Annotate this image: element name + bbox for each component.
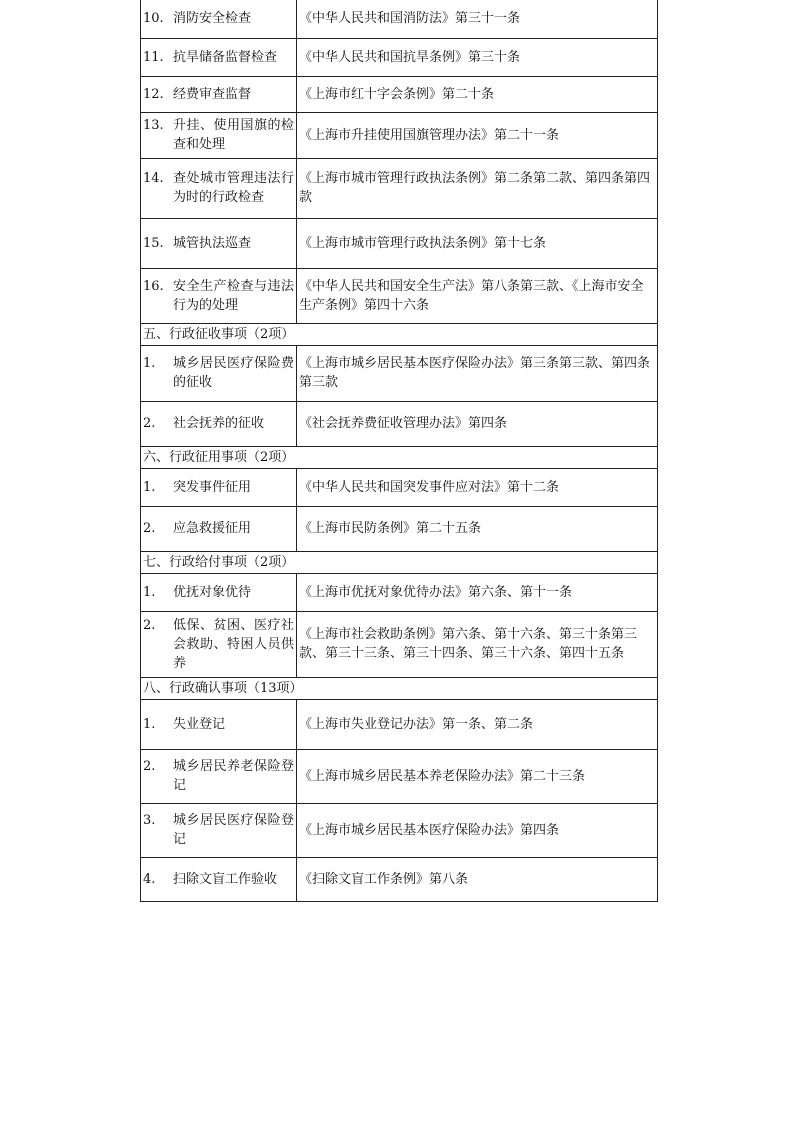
- table-row: [141, 76, 658, 112]
- table-row: [141, 401, 658, 446]
- item-cell: [141, 112, 297, 158]
- item-name: 低保、贫困、医疗社会救助、特困人员供养: [173, 617, 294, 671]
- item-cell: [141, 857, 297, 901]
- item-name: 失业登记: [173, 716, 226, 732]
- item-number: 1.: [143, 716, 156, 732]
- section-title: 八、行政确认事项（13项）: [141, 677, 658, 699]
- legal-basis: 《上海市城乡居民基本医疗保险办法》第四条: [297, 803, 658, 857]
- item-name: 安全生产检查与违法行为的处理: [173, 278, 294, 313]
- regulation-table: [140, 0, 658, 902]
- legal-basis: 《上海市城乡居民基本医疗保险办法》第三条第三款、第四条第三款: [297, 345, 658, 401]
- legal-basis: 《上海市社会救助条例》第六条、第十六条、第三十条第三款、第三十三条、第三十四条、第三十六条、第四十五条: [297, 611, 658, 677]
- table-row: [141, 573, 658, 611]
- item-cell: [141, 0, 297, 38]
- legal-basis: 《扫除文盲工作条例》第八条: [297, 857, 658, 901]
- legal-basis: 《中华人民共和国突发事件应对法》第十二条: [297, 468, 658, 506]
- section-title: 七、行政给付事项（2项）: [141, 551, 658, 573]
- legal-basis: 《上海市民防条例》第二十五条: [297, 506, 658, 551]
- item-name: 升挂、使用国旗的检查和处理: [173, 118, 294, 152]
- legal-basis: 《上海市城乡居民基本养老保险办法》第二十三条: [297, 749, 658, 803]
- item-name: 抗旱储备监督检查: [173, 49, 278, 65]
- regulation-table-body: [141, 0, 658, 901]
- item-number: 2.: [143, 759, 156, 774]
- legal-basis: 《上海市升挂使用国旗管理办法》第二十一条: [297, 112, 658, 158]
- item-number: 1.: [143, 356, 156, 371]
- item-cell: [141, 158, 297, 218]
- item-number: 11.: [143, 49, 164, 65]
- item-cell: [141, 268, 297, 323]
- item-cell: [141, 401, 297, 446]
- item-number: 3.: [143, 813, 156, 828]
- item-cell: [141, 803, 297, 857]
- table-row: [141, 506, 658, 551]
- item-cell: [141, 468, 297, 506]
- table-row: [141, 268, 658, 323]
- table-row: [141, 0, 658, 38]
- table-row: [141, 468, 658, 506]
- item-cell: [141, 506, 297, 551]
- item-name: 社会抚养的征收: [173, 416, 265, 431]
- item-cell: [141, 345, 297, 401]
- legal-basis: 《上海市红十字会条例》第二十条: [297, 76, 658, 112]
- table-row: [141, 345, 658, 401]
- item-cell: [141, 749, 297, 803]
- section-title: 五、行政征收事项（2项）: [141, 323, 658, 345]
- item-cell: [141, 573, 297, 611]
- legal-basis: 《中华人民共和国抗旱条例》第三十条: [297, 38, 658, 76]
- item-number: 16.: [143, 278, 164, 294]
- item-cell: [141, 76, 297, 112]
- legal-basis: 《中华人民共和国消防法》第三十一条: [297, 0, 658, 38]
- item-name: 城管执法巡查: [173, 235, 252, 251]
- legal-basis: 《上海市优抚对象优待办法》第六条、第十一条: [297, 573, 658, 611]
- item-number: 1.: [143, 479, 156, 495]
- item-cell: [141, 38, 297, 76]
- legal-basis: 《上海市城市管理行政执法条例》第十七条: [297, 218, 658, 268]
- item-name: 应急救援征用: [173, 521, 252, 536]
- item-cell: [141, 611, 297, 677]
- item-number: 14.: [143, 171, 164, 186]
- item-number: 10.: [143, 11, 164, 27]
- item-number: 2.: [143, 521, 156, 536]
- table-row: [141, 749, 658, 803]
- item-number: 2.: [143, 617, 156, 633]
- table-row: [141, 218, 658, 268]
- item-name: 查处城市管理违法行为时的行政检查: [173, 171, 294, 205]
- section-title: 六、行政征用事项（2项）: [141, 446, 658, 468]
- legal-basis: 《社会抚养费征收管理办法》第四条: [297, 401, 658, 446]
- section-header-row: [141, 323, 658, 345]
- item-name: 城乡居民医疗保险费的征收: [173, 356, 294, 390]
- item-cell: [141, 699, 297, 749]
- item-name: 经费审查监督: [173, 86, 252, 102]
- item-name: 城乡居民医疗保险登记: [173, 813, 294, 847]
- item-number: 1.: [143, 584, 156, 600]
- table-row: [141, 803, 658, 857]
- section-header-row: [141, 551, 658, 573]
- item-name: 优抚对象优待: [173, 584, 252, 600]
- table-row: [141, 158, 658, 218]
- table-row: [141, 112, 658, 158]
- section-header-row: [141, 677, 658, 699]
- item-number: 13.: [143, 118, 164, 133]
- legal-basis: 《上海市失业登记办法》第一条、第二条: [297, 699, 658, 749]
- item-name: 扫除文盲工作验收: [173, 871, 278, 887]
- item-number: 4.: [143, 871, 156, 887]
- section-header-row: [141, 446, 658, 468]
- legal-basis: 《中华人民共和国安全生产法》第八条第三款、《上海市安全生产条例》第四十六条: [297, 268, 658, 323]
- item-number: 2.: [143, 416, 156, 431]
- table-row: [141, 611, 658, 677]
- legal-basis: 《上海市城市管理行政执法条例》第二条第二款、第四条第四款: [297, 158, 658, 218]
- table-row: [141, 857, 658, 901]
- item-name: 城乡居民养老保险登记: [173, 759, 294, 793]
- table-row: [141, 38, 658, 76]
- item-number: 12.: [143, 86, 164, 102]
- table-row: [141, 699, 658, 749]
- item-name: 突发事件征用: [173, 479, 252, 495]
- item-cell: [141, 218, 297, 268]
- item-number: 15.: [143, 235, 164, 251]
- item-name: 消防安全检查: [173, 11, 252, 27]
